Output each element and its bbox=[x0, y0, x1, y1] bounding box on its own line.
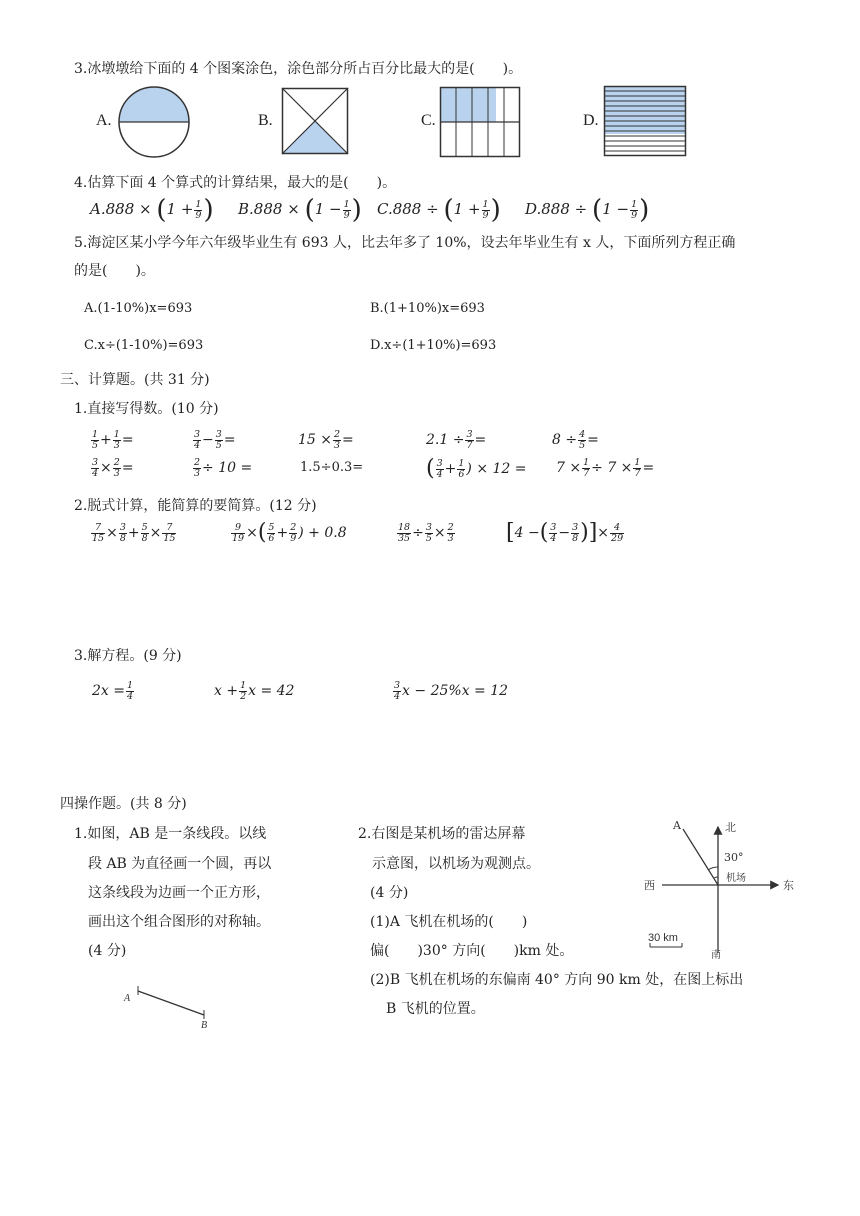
q5-option-a: A.(1-10%)x=693 bbox=[84, 301, 193, 316]
q4-option-c: C.888 ÷ (1 + $\frac{1}{9}$ ) bbox=[377, 195, 501, 225]
sec4-p2-line1: 2.右图是某机场的雷达屏幕 bbox=[358, 826, 526, 842]
q5-text-line1: 5.海淀区某小学今年六年级毕业生有 693 人，比去年多了 10%，设去年毕业生有 x 人，下面所列方程正确 bbox=[74, 235, 736, 251]
segment-label-b: B bbox=[201, 1020, 208, 1031]
q3-text: 3.冰墩墩给下面的 4 个图案涂色，涂色部分所占百分比最大的是( )。 bbox=[74, 61, 523, 77]
calc-1-4: 2.1 ÷ $\frac{3}{7}$ = bbox=[426, 428, 487, 451]
q4-option-d: D.888 ÷ (1 − $\frac{1}{9}$ ) bbox=[525, 195, 650, 225]
calc-1-1: $\frac{1}{5}$ + $\frac{1}{3}$ = bbox=[92, 428, 134, 451]
q4-option-b: B.888 × (1 − $\frac{1}{9}$ ) bbox=[238, 195, 362, 225]
radar-south-label: 南 bbox=[711, 950, 721, 961]
sec4-p2-line7: B 飞机的位置。 bbox=[386, 1001, 485, 1017]
radar-scale-label: 30 km bbox=[648, 932, 678, 944]
calc-2-3: 1.5÷0.3= bbox=[300, 460, 364, 475]
radar-north-label: 北 bbox=[725, 821, 736, 834]
sec4-p1-line1: 1.如图，AB 是一条线段。以线 bbox=[74, 826, 267, 842]
q5-text-line2: 的是( )。 bbox=[74, 263, 155, 279]
sec3-part3-title: 3.解方程。(9 分) bbox=[74, 648, 182, 664]
q3-square-diagonals-figure bbox=[282, 88, 348, 154]
q5-option-c: C.x÷(1-10%)=693 bbox=[84, 338, 204, 353]
radar-east-label: 东 bbox=[783, 879, 794, 892]
sec4-p1-line3: 这条线段为边画一个正方形， bbox=[88, 885, 270, 901]
equation-1: 2x = $\frac{1}{4}$ bbox=[92, 679, 134, 702]
calc-2-5: 7 × $\frac{1}{7}$ ÷ 7 × $\frac{1}{7}$ = bbox=[556, 456, 655, 479]
q4-text: 4.估算下面 4 个算式的计算结果，最大的是( )。 bbox=[74, 175, 397, 191]
radar-west-label: 西 bbox=[644, 879, 655, 892]
section3-title: 三、计算题。(共 31 分) bbox=[60, 372, 210, 388]
radar-angle-label: 30° bbox=[724, 851, 744, 864]
sec4-p1-line2: 段 AB 为直径画一个圆，再以 bbox=[88, 856, 272, 872]
radar-point-a-label: A bbox=[673, 819, 681, 832]
calc-1-2: $\frac{3}{4}$ − $\frac{3}{5}$ = bbox=[194, 428, 236, 451]
sec4-p2-line5: 偏( )30° 方向( )km 处。 bbox=[370, 943, 574, 959]
segment-ab-figure bbox=[124, 985, 214, 1029]
calc-1-3: 15 × $\frac{2}{3}$ = bbox=[298, 428, 354, 451]
radar-diagram bbox=[640, 815, 810, 960]
sec4-p1-line5: (4 分) bbox=[88, 943, 127, 959]
equation-2: x + $\frac{1}{2}$ x = 42 bbox=[214, 679, 295, 702]
sec4-p1-line4: 画出这个组合图形的对称轴。 bbox=[88, 914, 270, 930]
q5-option-d: D.x÷(1+10%)=693 bbox=[370, 338, 497, 353]
q3-circle-figure bbox=[118, 86, 190, 158]
sec4-p2-line3: (4 分) bbox=[370, 885, 409, 901]
segment-label-a: A bbox=[124, 993, 131, 1004]
sec4-p2-line4: (1)A 飞机在机场的( ) bbox=[370, 914, 528, 930]
calc-1-5: 8 ÷ $\frac{4}{5}$ = bbox=[552, 428, 599, 451]
q3-option-b-label: B. bbox=[258, 112, 273, 129]
expr-1: $\frac{7}{15}$ × $\frac{3}{8}$ + $\frac{5}{8}$ × $\frac{7}{15}$ bbox=[92, 521, 176, 544]
q4-option-a: A.888 × (1 + $\frac{1}{9}$ ) bbox=[90, 195, 214, 225]
calc-2-2: $\frac{2}{3}$ ÷ 10 = bbox=[194, 456, 253, 479]
q3-striped-figure bbox=[604, 86, 686, 156]
q3-option-d-label: D. bbox=[583, 112, 599, 129]
expr-4: [4 −( $\frac{3}{4}$ − $\frac{3}{8}$ )]× $\frac{4}{29}$ bbox=[506, 520, 624, 545]
radar-airport-label: 机场 bbox=[726, 873, 746, 884]
equation-3: $\frac{3}{4}$ x − 25%x = 12 bbox=[394, 679, 509, 702]
calc-2-1: $\frac{3}{4}$ × $\frac{2}{3}$ = bbox=[92, 456, 134, 479]
section4-title: 四操作题。(共 8 分) bbox=[60, 796, 187, 812]
sec4-p2-line2: 示意图，以机场为观测点。 bbox=[372, 856, 540, 872]
q5-option-b: B.(1+10%)x=693 bbox=[370, 301, 485, 316]
q3-option-a-label: A. bbox=[96, 112, 112, 129]
calc-2-4: ( $\frac{3}{4}$ + $\frac{1}{6}$ ) × 12 = bbox=[426, 456, 527, 481]
sec4-p2-line6: (2)B 飞机在机场的东偏南 40° 方向 90 km 处，在图上标出 bbox=[370, 972, 744, 988]
sec3-part2-title: 2.脱式计算，能简算的要简算。(12 分) bbox=[74, 498, 317, 514]
q3-grid-figure bbox=[440, 87, 520, 157]
expr-3: $\frac{18}{35}$ ÷ $\frac{3}{5}$ × $\frac{2}{3}$ bbox=[398, 521, 454, 544]
expr-2: $\frac{9}{19}$ ×( $\frac{5}{6}$ + $\frac{2}{9}$ ) + 0.8 bbox=[232, 520, 347, 545]
sec3-part1-title: 1.直接写得数。(10 分) bbox=[74, 401, 219, 417]
q3-option-c-label: C. bbox=[421, 112, 436, 129]
